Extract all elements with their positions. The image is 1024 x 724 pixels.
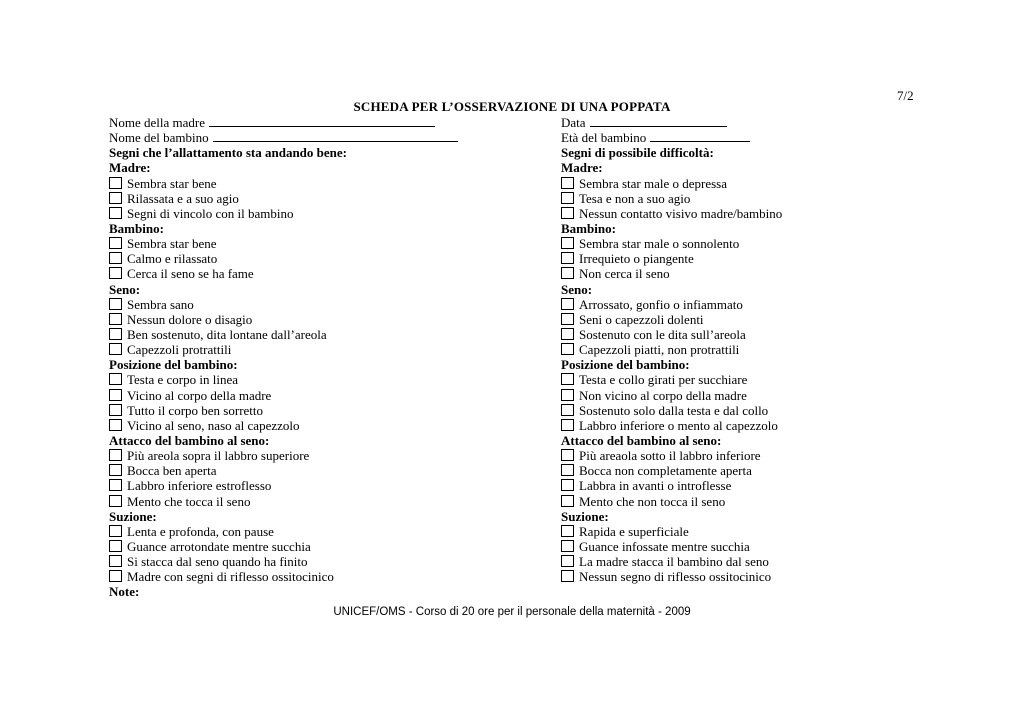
checklist-item-label: Guance arrotondate mentre succhia bbox=[127, 538, 311, 554]
checklist-item bbox=[109, 418, 539, 433]
checklist-item-label: Testa e collo girati per succhiare bbox=[579, 372, 748, 388]
checkbox[interactable] bbox=[561, 464, 574, 476]
checklist-item-label: Più areola sopra il labbro superiore bbox=[127, 448, 310, 464]
checklist-item-label: Tesa e non a suo agio bbox=[579, 190, 691, 206]
checklist-item bbox=[561, 463, 991, 478]
checklist-item-label: Sostenuto con le dita sull’areola bbox=[579, 326, 746, 342]
checkbox[interactable] bbox=[109, 419, 122, 431]
checklist-item-label: Sembra star bene bbox=[127, 175, 217, 191]
checkbox[interactable] bbox=[109, 540, 122, 552]
checkbox[interactable] bbox=[109, 192, 122, 204]
checklist-item bbox=[109, 448, 539, 463]
checklist-item-label: Testa e corpo in linea bbox=[127, 372, 238, 388]
checklist-item bbox=[109, 312, 539, 327]
checklist-item bbox=[561, 266, 991, 281]
checkbox[interactable] bbox=[109, 525, 122, 537]
checklist-item bbox=[109, 388, 539, 403]
checkbox[interactable] bbox=[109, 343, 122, 355]
checklist-item bbox=[561, 327, 991, 342]
checkbox[interactable] bbox=[109, 389, 122, 401]
checklist-item-label: Irrequieto o piangente bbox=[579, 251, 694, 267]
checklist-item-label: Madre con segni di riflesso ossitocinico bbox=[127, 569, 334, 585]
checklist-item bbox=[109, 206, 539, 221]
checklist-item bbox=[109, 251, 539, 266]
section-heading: Attacco del bambino al seno: bbox=[561, 432, 722, 448]
section-heading: Attacco del bambino al seno: bbox=[109, 432, 270, 448]
checklist-item-label: Tutto il corpo ben sorretto bbox=[127, 402, 264, 418]
checklist-item bbox=[561, 524, 991, 539]
checklist-item bbox=[561, 554, 991, 569]
date-input[interactable] bbox=[590, 115, 727, 127]
checklist-item-label: Arrossato, gonfio o infiammato bbox=[579, 296, 743, 312]
checkbox[interactable] bbox=[561, 177, 574, 189]
checklist-item bbox=[561, 478, 991, 493]
checklist-item-label: Labbro inferiore estroflesso bbox=[127, 478, 272, 494]
checklist-item bbox=[561, 494, 991, 509]
section-heading: Posizione del bambino: bbox=[109, 357, 238, 373]
checkbox[interactable] bbox=[109, 298, 122, 310]
mother-name-label: Nome della madre bbox=[109, 115, 206, 130]
checklist-item bbox=[561, 372, 991, 387]
checkbox[interactable] bbox=[109, 237, 122, 249]
checklist-item bbox=[561, 312, 991, 327]
checkbox[interactable] bbox=[561, 525, 574, 537]
checklist-item-label: Calmo e rilassato bbox=[127, 251, 218, 267]
checklist-item bbox=[109, 569, 539, 584]
checkbox[interactable] bbox=[561, 313, 574, 325]
checklist-item-label: Seni o capezzoli dolenti bbox=[579, 311, 704, 327]
section-heading: Suzione: bbox=[561, 508, 609, 524]
checkbox[interactable] bbox=[109, 464, 122, 476]
checklist-item-label: Ben sostenuto, dita lontane dall’areola bbox=[127, 326, 327, 342]
checklist-item-label: Nessun segno di riflesso ossitocinico bbox=[579, 569, 772, 585]
checklist-item-label: Sembra star bene bbox=[127, 236, 217, 252]
checkbox[interactable] bbox=[561, 192, 574, 204]
checklist-item-label: Vicino al seno, naso al capezzolo bbox=[127, 417, 300, 433]
date-field bbox=[561, 115, 991, 130]
section-heading: Suzione: bbox=[109, 508, 157, 524]
checkbox[interactable] bbox=[561, 207, 574, 219]
checklist-item bbox=[561, 191, 991, 206]
checkbox[interactable] bbox=[109, 479, 122, 491]
baby-name-label: Nome del bambino bbox=[109, 130, 209, 146]
checklist-item bbox=[109, 176, 539, 191]
checkbox[interactable] bbox=[561, 495, 574, 507]
checklist-item bbox=[109, 342, 539, 357]
good-signs-sections bbox=[109, 160, 539, 584]
section-heading: Seno: bbox=[109, 281, 141, 297]
checklist-item-label: Lenta e profonda, con pause bbox=[127, 523, 274, 539]
checklist-item-label: Non vicino al corpo della madre bbox=[579, 387, 747, 403]
checklist-item-label: Nessun contatto visivo madre/bambino bbox=[579, 205, 783, 221]
checkbox[interactable] bbox=[561, 570, 574, 582]
checklist-item bbox=[109, 494, 539, 509]
checklist-item bbox=[109, 266, 539, 281]
baby-name-field bbox=[109, 130, 539, 145]
checkbox[interactable] bbox=[109, 267, 122, 279]
checkbox[interactable] bbox=[109, 252, 122, 264]
good-signs-heading: Segni che l’allattamento sta andando bene: bbox=[109, 145, 347, 161]
column-difficulty-signs bbox=[561, 115, 991, 584]
checkbox[interactable] bbox=[561, 404, 574, 416]
checklist-item bbox=[561, 539, 991, 554]
checkbox[interactable] bbox=[561, 555, 574, 567]
checkbox[interactable] bbox=[109, 555, 122, 567]
checkbox[interactable] bbox=[561, 267, 574, 279]
section-heading: Bambino: bbox=[561, 220, 616, 236]
checkbox[interactable] bbox=[561, 389, 574, 401]
mother-name-input[interactable] bbox=[209, 115, 435, 127]
checkbox[interactable] bbox=[561, 419, 574, 431]
checklist-item bbox=[561, 176, 991, 191]
checkbox[interactable] bbox=[561, 252, 574, 264]
checklist-item bbox=[561, 403, 991, 418]
baby-age-input[interactable] bbox=[650, 130, 750, 142]
checkbox[interactable] bbox=[561, 328, 574, 340]
checklist-item-label: Mento che non tocca il seno bbox=[579, 493, 726, 509]
checklist-item-label: Sembra star male o depressa bbox=[579, 175, 728, 191]
checklist-item bbox=[109, 539, 539, 554]
checkbox[interactable] bbox=[109, 449, 122, 461]
footer-credit: UNICEF/OMS - Corso di 20 ore per il personale della maternità - 2009 bbox=[333, 606, 691, 618]
section-heading: Bambino: bbox=[109, 220, 164, 236]
checklist-item bbox=[561, 251, 991, 266]
checklist-item-label: Mento che tocca il seno bbox=[127, 493, 251, 509]
baby-name-input[interactable] bbox=[213, 130, 458, 142]
checklist-item bbox=[561, 418, 991, 433]
checklist-item bbox=[109, 478, 539, 493]
checklist-item bbox=[109, 191, 539, 206]
section-heading: Madre: bbox=[109, 160, 151, 176]
checkbox[interactable] bbox=[109, 313, 122, 325]
checklist-item bbox=[109, 524, 539, 539]
checklist-item-label: Bocca ben aperta bbox=[127, 463, 217, 479]
section-heading: Posizione del bambino: bbox=[561, 357, 690, 373]
checkbox[interactable] bbox=[109, 373, 122, 385]
checklist-item-label: Bocca non completamente aperta bbox=[579, 463, 752, 479]
column-good-signs bbox=[109, 115, 539, 600]
checkbox[interactable] bbox=[109, 328, 122, 340]
checklist-item-label: Vicino al corpo della madre bbox=[127, 387, 272, 403]
checkbox[interactable] bbox=[561, 373, 574, 385]
form-title: SCHEDA PER L’OSSERVAZIONE DI UNA POPPATA bbox=[353, 99, 671, 114]
notes-label: Note: bbox=[109, 584, 140, 600]
baby-age-label: Età del bambino bbox=[561, 130, 647, 146]
page-number: 7/2 bbox=[897, 88, 914, 103]
difficulty-signs-sections bbox=[561, 160, 991, 584]
checklist-item bbox=[561, 206, 991, 221]
checklist-item-label: Sostenuto solo dalla testa e dal collo bbox=[579, 402, 769, 418]
checklist-item-label: Segni di vincolo con il bambino bbox=[127, 205, 294, 221]
checklist-item-label: Sembra sano bbox=[127, 296, 194, 312]
checklist-item-label: Capezzoli piatti, non protrattili bbox=[579, 342, 740, 358]
checkbox[interactable] bbox=[109, 404, 122, 416]
checklist-item bbox=[561, 297, 991, 312]
mother-name-field bbox=[109, 115, 539, 130]
checklist-item bbox=[109, 297, 539, 312]
checkbox[interactable] bbox=[109, 177, 122, 189]
checkbox[interactable] bbox=[561, 343, 574, 355]
checklist-item bbox=[109, 372, 539, 387]
checklist-item bbox=[109, 403, 539, 418]
checklist-item bbox=[561, 388, 991, 403]
checklist-item-label: Labbra in avanti o introflesse bbox=[579, 478, 732, 494]
checklist-item bbox=[561, 569, 991, 584]
checklist-item-label: Guance infossate mentre succhia bbox=[579, 538, 750, 554]
checklist-item-label: Capezzoli protrattili bbox=[127, 342, 232, 358]
checkbox[interactable] bbox=[109, 570, 122, 582]
checklist-item bbox=[109, 554, 539, 569]
checklist-item-label: Rapida e superficiale bbox=[579, 523, 689, 539]
checkbox[interactable] bbox=[561, 237, 574, 249]
checklist-item bbox=[109, 236, 539, 251]
checkbox[interactable] bbox=[561, 449, 574, 461]
checklist-item-label: La madre stacca il bambino dal seno bbox=[579, 554, 769, 570]
checklist-item-label: Cerca il seno se ha fame bbox=[127, 266, 254, 282]
date-label: Data bbox=[561, 115, 586, 130]
checklist-item-label: Rilassata e a suo agio bbox=[127, 190, 239, 206]
difficulty-signs-heading: Segni di possibile difficoltà: bbox=[561, 145, 714, 161]
checklist-item bbox=[561, 236, 991, 251]
checklist-item bbox=[561, 342, 991, 357]
checklist-item bbox=[561, 448, 991, 463]
checklist-item-label: Sembra star male o sonnolento bbox=[579, 236, 740, 252]
checklist-item bbox=[109, 327, 539, 342]
section-heading: Madre: bbox=[561, 160, 603, 176]
checkbox[interactable] bbox=[561, 298, 574, 310]
checklist-item bbox=[109, 463, 539, 478]
checkbox[interactable] bbox=[109, 207, 122, 219]
checklist-item-label: Più areaola sotto il labbro inferiore bbox=[579, 448, 761, 464]
checkbox[interactable] bbox=[109, 495, 122, 507]
checklist-item-label: Nessun dolore o disagio bbox=[127, 311, 253, 327]
checklist-item-label: Si stacca dal seno quando ha finito bbox=[127, 554, 308, 570]
checkbox[interactable] bbox=[561, 540, 574, 552]
baby-age-field bbox=[561, 130, 991, 145]
checklist-item-label: Non cerca il seno bbox=[579, 266, 670, 282]
checklist-item-label: Labbro inferiore o mento al capezzolo bbox=[579, 417, 778, 433]
section-heading: Seno: bbox=[561, 281, 593, 297]
checkbox[interactable] bbox=[561, 479, 574, 491]
